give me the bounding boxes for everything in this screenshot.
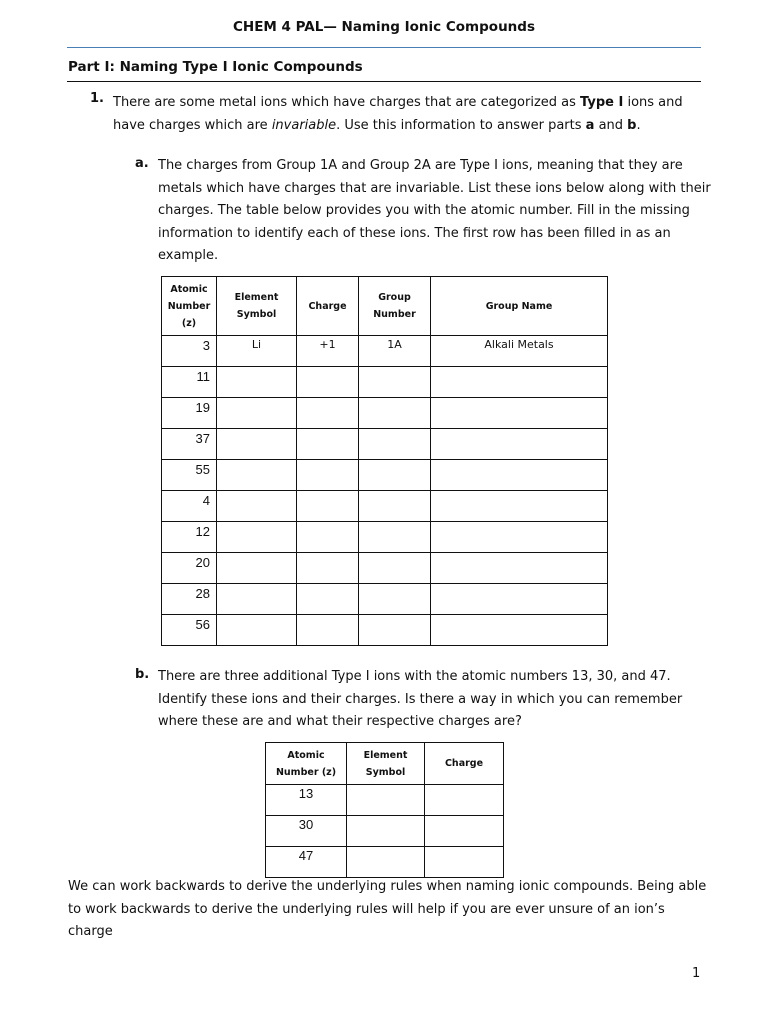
charge-cell[interactable]: [297, 522, 359, 553]
group-number-cell[interactable]: [359, 615, 431, 646]
charge-cell[interactable]: [297, 460, 359, 491]
charge-cell[interactable]: [425, 847, 504, 878]
charge-cell[interactable]: [297, 429, 359, 460]
part-b-text: There are three additional Type I ions with the atomic numbers 13, 30, and 47. Identify these ions and their charges. Is there a way in which you can remember where these are and what their respective charges are?: [158, 669, 683, 729]
element-symbol-cell[interactable]: [217, 584, 297, 615]
element-symbol-cell[interactable]: [217, 398, 297, 429]
table-row: [266, 847, 504, 878]
group-name-cell[interactable]: [431, 522, 608, 553]
atomic-number-cell: 19: [162, 398, 217, 429]
element-symbol-cell[interactable]: [347, 847, 425, 878]
table-row: [162, 398, 608, 429]
element-symbol-cell[interactable]: [217, 615, 297, 646]
group-number-cell[interactable]: [359, 429, 431, 460]
atomic-number-cell: 13: [266, 785, 347, 816]
group-number-cell[interactable]: [359, 584, 431, 615]
charge-cell[interactable]: [425, 816, 504, 847]
header-charge: Charge: [297, 277, 359, 336]
header-group-number: Group Number: [359, 277, 431, 336]
atomic-number-cell: 55: [162, 460, 217, 491]
charge-cell[interactable]: [297, 491, 359, 522]
charge-cell[interactable]: [297, 398, 359, 429]
group-ions-table: [161, 276, 608, 646]
group-name-cell[interactable]: [431, 584, 608, 615]
table-row: [162, 553, 608, 584]
atomic-number-cell: 12: [162, 522, 217, 553]
table-row: [266, 785, 504, 816]
element-symbol-cell[interactable]: [217, 522, 297, 553]
group-name-cell[interactable]: [431, 553, 608, 584]
group-name-cell[interactable]: [431, 429, 608, 460]
header-atomic-number: Atomic Number (z): [266, 743, 347, 785]
part-b-label: b.: [135, 667, 150, 682]
group-name-cell[interactable]: [431, 460, 608, 491]
element-symbol-cell[interactable]: [217, 491, 297, 522]
group-number-cell[interactable]: [359, 398, 431, 429]
charge-cell[interactable]: +1: [297, 336, 359, 367]
group-number-cell[interactable]: [359, 460, 431, 491]
header-element-symbol: Element Symbol: [217, 277, 297, 336]
table-row: [162, 460, 608, 491]
element-symbol-cell[interactable]: [217, 367, 297, 398]
atomic-number-cell: 11: [162, 367, 217, 398]
type-i-term: Type I: [580, 95, 624, 110]
table-row: [162, 491, 608, 522]
question-text: There are some metal ions which have charges that are categorized as Type I ions and have charges which are invariable. Use this information to answer parts a and b.: [113, 95, 683, 133]
table-row: [162, 584, 608, 615]
invariable-term: invariable: [271, 118, 337, 133]
header-element-symbol: Element Symbol: [347, 743, 425, 785]
closing-paragraph: We can work backwards to derive the underlying rules when naming ionic compounds. Being able to work backwards to derive the underlying rules will help if you are ever unsure of an ion’s charge: [68, 879, 707, 939]
part-a-label: a.: [135, 156, 149, 171]
group-name-cell[interactable]: [431, 491, 608, 522]
table-row: [266, 816, 504, 847]
header-charge: Charge: [425, 743, 504, 785]
header-atomic-number: Atomic Number (z): [162, 277, 217, 336]
group-number-cell[interactable]: [359, 491, 431, 522]
group-name-cell[interactable]: Alkali Metals: [431, 336, 608, 367]
element-symbol-cell[interactable]: Li: [217, 336, 297, 367]
group-number-cell[interactable]: 1A: [359, 336, 431, 367]
element-symbol-cell[interactable]: [347, 785, 425, 816]
group-number-cell[interactable]: [359, 553, 431, 584]
atomic-number-cell: 28: [162, 584, 217, 615]
atomic-number-cell: 20: [162, 553, 217, 584]
page-number: 1: [692, 966, 701, 981]
part-a-text: The charges from Group 1A and Group 2A are Type I ions, meaning that they are metals which have charges that are invariable. List these ions below along with their charges. The table below provides you with the atomic number. Fill in the missing information to identify each of these ions. The first row has been filled in as an example.: [158, 158, 711, 263]
charge-cell[interactable]: [297, 553, 359, 584]
charge-cell[interactable]: [297, 367, 359, 398]
charge-cell[interactable]: [425, 785, 504, 816]
atomic-number-cell: 47: [266, 847, 347, 878]
element-symbol-cell[interactable]: [217, 460, 297, 491]
atomic-number-cell: 3: [162, 336, 217, 367]
group-name-cell[interactable]: [431, 367, 608, 398]
element-symbol-cell[interactable]: [217, 429, 297, 460]
part-divider: [67, 81, 701, 82]
page-title: CHEM 4 PAL— Naming Ionic Compounds: [233, 19, 535, 35]
part-heading: Part I: Naming Type I Ionic Compounds: [68, 59, 363, 75]
header-group-name: Group Name: [431, 277, 608, 336]
group-name-cell[interactable]: [431, 398, 608, 429]
atomic-number-cell: 30: [266, 816, 347, 847]
group-name-cell[interactable]: [431, 615, 608, 646]
table-row: [162, 336, 608, 367]
element-symbol-cell[interactable]: [217, 553, 297, 584]
additional-ions-table: [265, 742, 504, 878]
charge-cell[interactable]: [297, 615, 359, 646]
question-number: 1.: [90, 91, 104, 106]
group-number-cell[interactable]: [359, 522, 431, 553]
atomic-number-cell: 37: [162, 429, 217, 460]
table-row: [162, 615, 608, 646]
table-row: [162, 429, 608, 460]
element-symbol-cell[interactable]: [347, 816, 425, 847]
atomic-number-cell: 4: [162, 491, 217, 522]
atomic-number-cell: 56: [162, 615, 217, 646]
table-row: [162, 522, 608, 553]
charge-cell[interactable]: [297, 584, 359, 615]
group-number-cell[interactable]: [359, 367, 431, 398]
title-divider: [67, 47, 701, 48]
table-row: [162, 367, 608, 398]
